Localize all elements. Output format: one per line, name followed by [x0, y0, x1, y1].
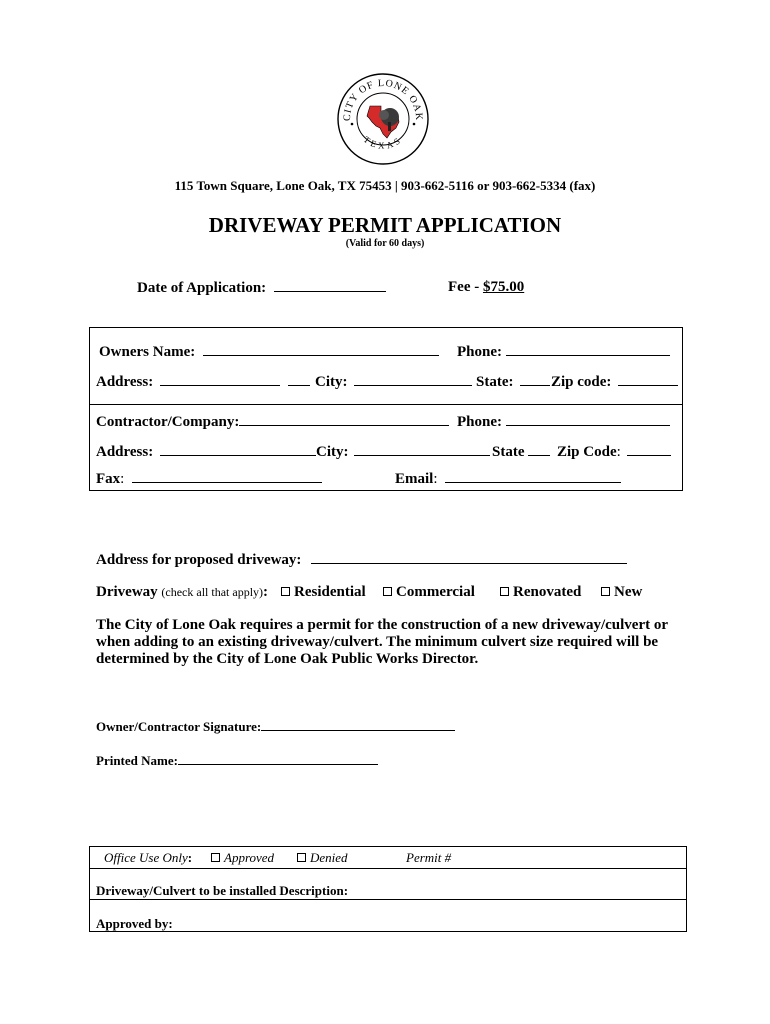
option-residential-label: Residential: [294, 584, 366, 600]
printed-name-label: Printed Name:: [96, 753, 178, 768]
owner-address-field-2[interactable]: [288, 373, 310, 386]
seal-ring-bottom-text: TEXAS: [361, 134, 405, 151]
option-renovated[interactable]: [498, 584, 581, 601]
contractor-zip-label: Zip Code: [557, 444, 617, 460]
contractor-email-label: Email: [395, 471, 434, 487]
date-of-application-field[interactable]: [274, 279, 386, 292]
contractor-fax-field[interactable]: [132, 470, 322, 483]
permit-number-label: Permit #: [406, 850, 452, 865]
permit-notice-paragraph: The City of Lone Oak requires a permit for the construction of a new driveway/culvert or when adding to an existing driveway/culvert. The minimum culvert size required will be determined by the City of Lone Oak Public Works Director.: [96, 617, 668, 667]
owner-name-label: Owners Name:: [99, 344, 196, 360]
office-approved-label: Approved: [224, 850, 275, 865]
contractor-address-field[interactable]: [160, 443, 316, 456]
contractor-state-field[interactable]: [528, 443, 550, 456]
seal-ring-top-text: CITY OF LONE OAK: [341, 77, 425, 122]
checkbox-approved[interactable]: [211, 853, 220, 862]
owner-address-field[interactable]: [160, 373, 280, 386]
driveway-address-field[interactable]: [311, 551, 627, 564]
contractor-zip-colon: :: [616, 444, 621, 460]
office-denied-label: Denied: [310, 850, 348, 865]
option-commercial[interactable]: [381, 584, 475, 601]
owner-city-row: [315, 373, 472, 391]
page-title: DRIVEWAY PERMIT APPLICATION: [208, 213, 562, 237]
date-of-application-row: [137, 279, 386, 297]
checkbox-denied[interactable]: [297, 853, 306, 862]
signature-label: Owner/Contractor Signature:: [96, 719, 262, 734]
signature-field[interactable]: [261, 720, 455, 731]
option-commercial-label: Commercial: [396, 584, 475, 600]
owner-city-field[interactable]: [354, 373, 472, 386]
contractor-state-zip-row: [492, 443, 671, 461]
contractor-fax-colon: :: [120, 471, 125, 487]
city-seal-logo: [336, 72, 430, 166]
owner-phone-row: [457, 343, 670, 361]
owner-phone-field[interactable]: [506, 343, 670, 356]
owner-contractor-divider: [89, 404, 683, 405]
owner-state-row: [476, 373, 550, 391]
contractor-city-label: City:: [315, 444, 349, 460]
office-approved-option[interactable]: [209, 850, 274, 866]
office-use-row: [104, 850, 192, 866]
fee-label: Fee -: [448, 279, 483, 295]
owner-state-label: State:: [476, 374, 514, 390]
driveway-type-label: Driveway: [96, 584, 158, 600]
office-use-label: Office Use Only: [104, 850, 188, 865]
contractor-fax-label: Fax: [96, 471, 121, 487]
contractor-city-field[interactable]: [354, 443, 490, 456]
fee-row: [448, 279, 524, 296]
contact-line: 115 Town Square, Lone Oak, TX 75453 | 903-662-5116 or 903-662-5334 (fax): [174, 178, 596, 193]
contractor-company-field[interactable]: [239, 413, 449, 426]
signature-row: [96, 719, 455, 735]
page-subtitle: (Valid for 60 days): [345, 238, 425, 249]
contractor-phone-row: [457, 413, 670, 431]
contractor-address-row: [96, 443, 490, 461]
contractor-phone-label: Phone:: [457, 414, 502, 430]
option-residential[interactable]: [279, 584, 366, 601]
office-denied-option[interactable]: [295, 850, 348, 866]
date-of-application-label: Date of Application:: [137, 280, 267, 296]
contractor-fax-row: [96, 470, 322, 488]
driveway-type-colon: :: [263, 584, 269, 600]
office-use-divider-1: [89, 868, 687, 869]
contractor-email-colon: :: [433, 471, 438, 487]
printed-name-row: [96, 753, 378, 769]
contractor-email-row: [395, 470, 621, 488]
printed-name-field[interactable]: [178, 754, 378, 765]
owner-zip-row: [551, 373, 678, 391]
owner-city-label: City:: [315, 374, 348, 390]
description-label: Driveway/Culvert to be installed Description:: [96, 883, 349, 898]
checkbox-renovated[interactable]: [500, 587, 509, 596]
owner-zip-label: Zip code:: [551, 374, 612, 390]
office-use-colon: :: [187, 850, 193, 865]
driveway-address-row: [96, 551, 627, 569]
owner-address-label: Address:: [96, 374, 154, 390]
driveway-type-row: [96, 584, 268, 601]
option-new[interactable]: [599, 584, 642, 601]
driveway-address-label: Address for proposed driveway:: [96, 552, 302, 568]
contractor-address-label: Address:: [96, 444, 154, 460]
fee-value: $75.00: [482, 279, 525, 295]
contractor-email-field[interactable]: [445, 470, 621, 483]
owner-address-row: [96, 373, 310, 391]
contractor-company-label: Contractor/Company:: [96, 414, 240, 430]
checkbox-commercial[interactable]: [383, 587, 392, 596]
owner-name-row: [99, 343, 439, 361]
contractor-phone-field[interactable]: [506, 413, 670, 426]
owner-state-field[interactable]: [520, 373, 550, 386]
owner-name-field[interactable]: [203, 343, 439, 356]
office-use-divider-2: [89, 899, 687, 900]
option-renovated-label: Renovated: [513, 584, 582, 600]
owner-phone-label: Phone:: [457, 344, 502, 360]
option-new-label: New: [614, 584, 643, 600]
checkbox-residential[interactable]: [281, 587, 290, 596]
contractor-state-label: State: [492, 444, 525, 460]
checkbox-new[interactable]: [601, 587, 610, 596]
driveway-type-hint: (check all that apply): [161, 585, 264, 599]
contractor-company-row: [96, 413, 449, 431]
owner-zip-field[interactable]: [618, 373, 678, 386]
contractor-zip-field[interactable]: [627, 443, 671, 456]
approved-by-label: Approved by:: [96, 916, 173, 931]
